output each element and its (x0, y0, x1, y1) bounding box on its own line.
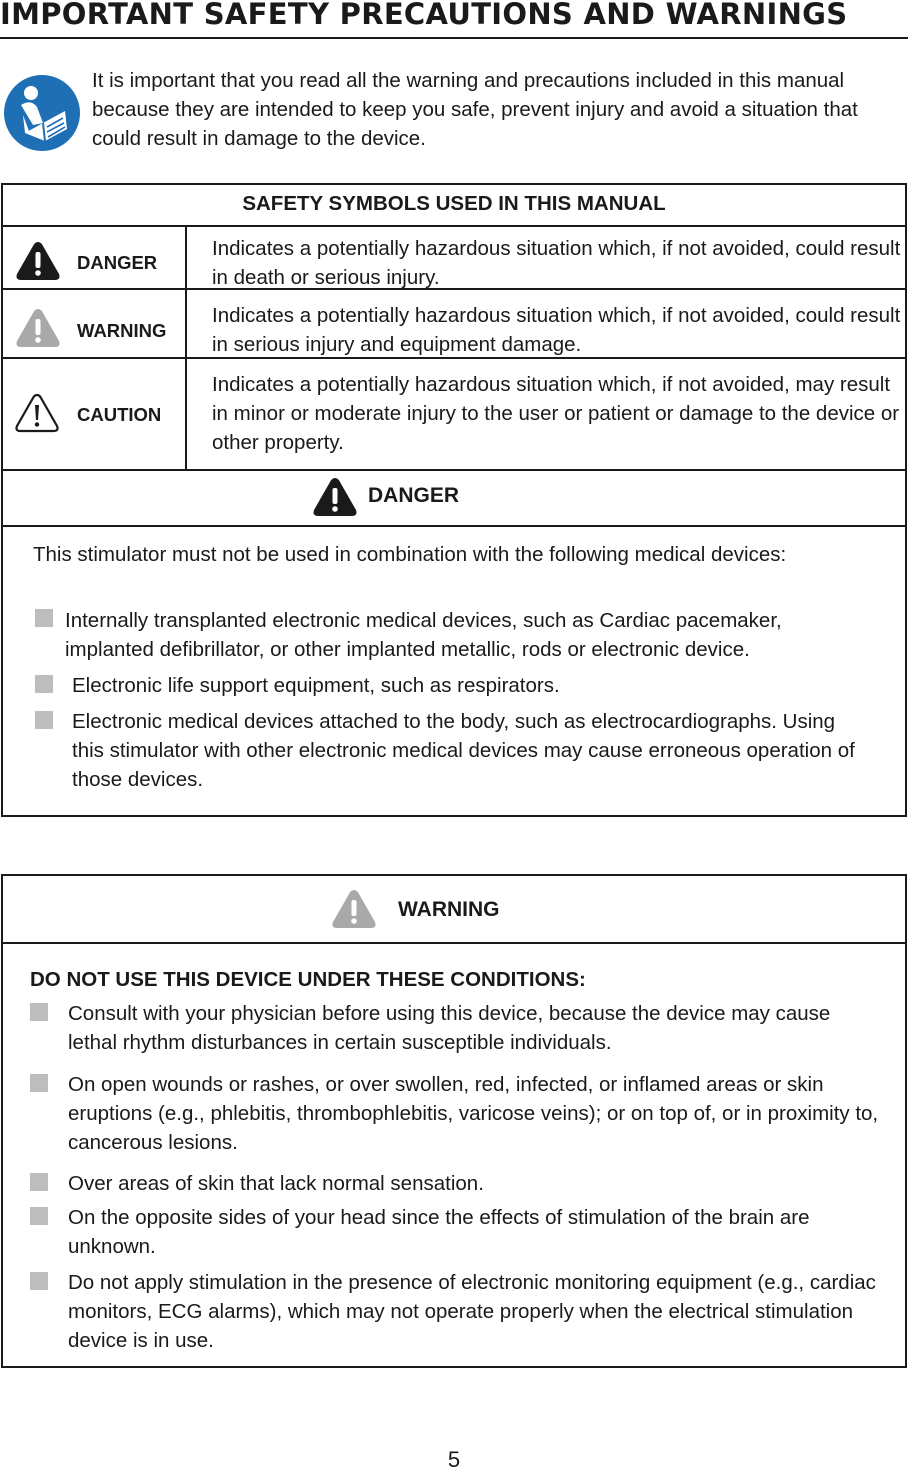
warning-subtitle: DO NOT USE THIS DEVICE UNDER THESE CONDITIONS: (30, 968, 586, 991)
warning-item: On open wounds or rashes, or over swollen, red, infected, or inflamed areas or skin eruptions (e.g., phlebitis, thrombophlebitis, varicose veins); or on top of, or in proximity to, cancerous lesions. (68, 1073, 879, 1154)
symbol-label-danger: DANGER (77, 252, 158, 273)
danger-icon (312, 476, 358, 518)
bullet-marker (35, 609, 53, 627)
bullet-marker (30, 1173, 48, 1191)
danger-icon (15, 240, 61, 282)
danger-item: Electronic medical devices attached to the body, such as electrocardiographs. Using this stimulator with other electronic medical devices may cause erroneous operation of those devices. (72, 710, 855, 791)
danger-section-title: DANGER (368, 484, 460, 507)
bullet-marker (30, 1207, 48, 1225)
danger-item: Electronic life support equipment, such as respirators. (72, 674, 560, 697)
bullet-marker (30, 1003, 48, 1021)
warning-section-title: WARNING (398, 898, 500, 921)
symbol-description-danger: Indicates a potentially hazardous situation which, if not avoided, could result in death or serious injury. (212, 237, 901, 289)
symbol-label-caution: CAUTION (77, 404, 162, 425)
bullet-marker (35, 711, 53, 729)
warning-icon (15, 307, 61, 349)
read-manual-icon (3, 71, 81, 155)
table-divider (185, 225, 187, 471)
danger-item: Internally transplanted electronic medical devices, such as Cardiac pacemaker, implanted defibrillator, or other implanted metallic, rods or electronic device. (65, 609, 782, 661)
danger-header-divider (1, 525, 907, 527)
title-divider (0, 37, 908, 39)
warning-item: Over areas of skin that lack normal sensation. (68, 1172, 484, 1195)
table-divider (1, 225, 907, 227)
symbols-table-heading: SAFETY SYMBOLS USED IN THIS MANUAL (242, 192, 666, 215)
warning-item: Do not apply stimulation in the presence of electronic monitoring equipment (e.g., cardiac monitors, ECG alarms), which may not operate properly when the electrical stimulation device is in use. (68, 1271, 876, 1352)
symbol-description-warning: Indicates a potentially hazardous situation which, if not avoided, could result in serious injury and equipment damage. (212, 304, 901, 356)
bullet-marker (30, 1074, 48, 1092)
page-title: IMPORTANT SAFETY PRECAUTIONS AND WARNINGS (0, 0, 848, 31)
bullet-marker (30, 1272, 48, 1290)
page-number: 5 (447, 1447, 461, 1472)
warning-header-divider (1, 942, 907, 944)
danger-intro: This stimulator must not be used in combination with the following medical devices: (33, 543, 787, 566)
warning-item: On the opposite sides of your head since the effects of stimulation of the brain are unknown. (68, 1206, 810, 1258)
warning-icon (331, 888, 377, 930)
symbol-description-caution: Indicates a potentially hazardous situation which, if not avoided, may result in minor or moderate injury to the user or patient or damage to the device or other property. (212, 373, 900, 454)
bullet-marker (35, 675, 53, 693)
intro-paragraph: It is important that you read all the warning and precautions included in this manual because they are intended to keep you safe, prevent injury and avoid a situation that could result in damage to the device. (92, 69, 858, 150)
caution-icon (14, 392, 60, 434)
warning-item: Consult with your physician before using this device, because the device may cause lethal rhythm disturbances in certain susceptible individuals. (68, 1002, 831, 1054)
symbol-label-warning: WARNING (77, 320, 167, 341)
